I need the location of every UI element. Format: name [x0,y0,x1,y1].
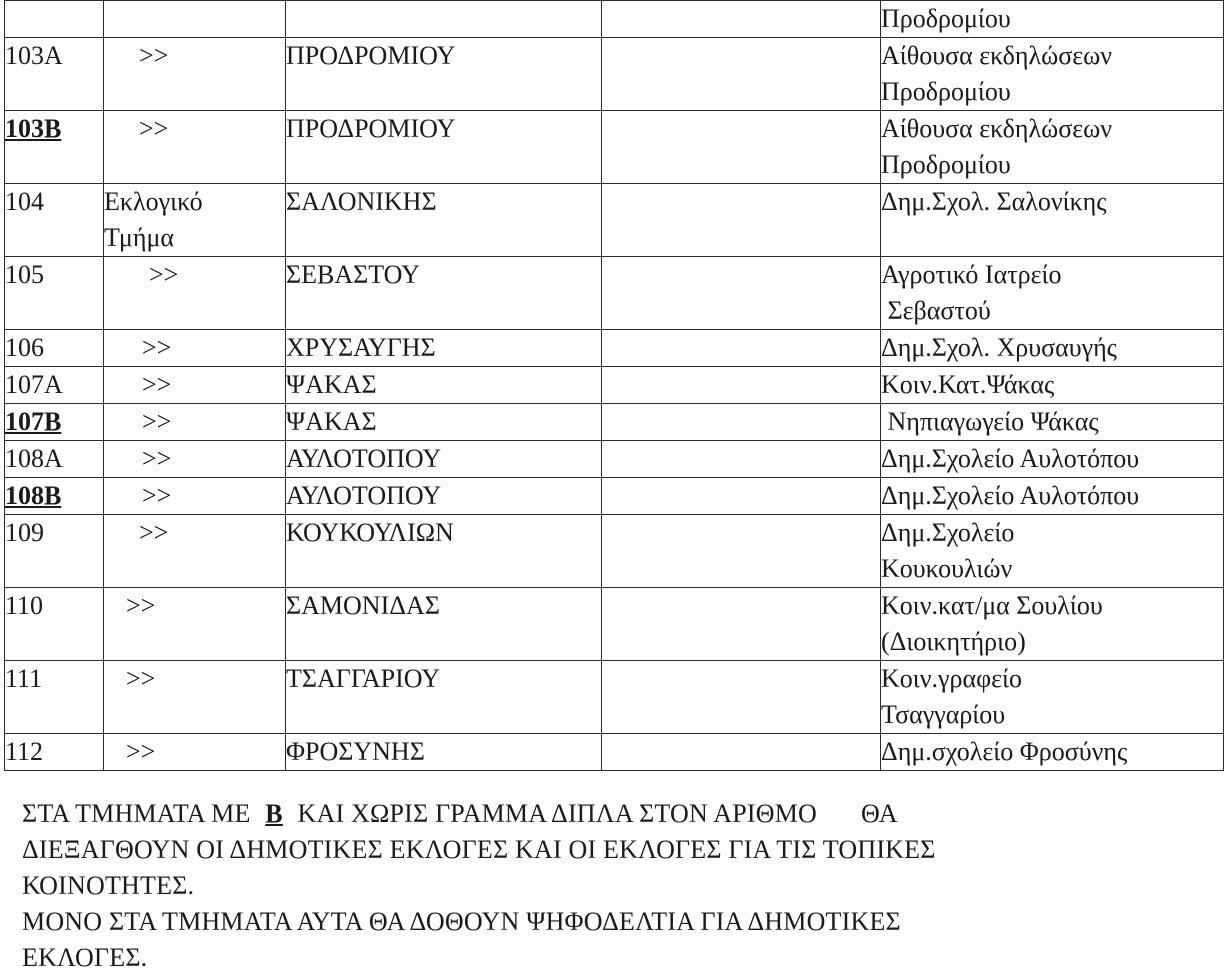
section-type: >> [142,370,172,399]
blank-cell [602,734,881,771]
blank-cell [602,38,881,111]
location-line: Αίθουσα εκδηλώσεων [881,41,1113,70]
section-type: >> [139,41,169,70]
section-number-cell [5,38,104,111]
location-line: (Διοικητήριο) [881,627,1026,656]
community-cell [286,1,602,38]
section-number-cell [5,367,104,404]
section-number: 111 [5,664,43,693]
location-cell [881,661,1224,734]
section-type-cell [104,478,286,515]
blank-cell [602,257,881,330]
community-cell [286,734,602,771]
community-cell [286,588,602,661]
section-number-cell [5,404,104,441]
table-body [5,1,1224,771]
table-row [5,330,1224,367]
section-number-cell [5,661,104,734]
table-row [5,588,1224,661]
location-line: Δημ.Σχολ. Χρυσαυγής [881,333,1117,362]
section-number-cell [5,478,104,515]
section-type: >> [142,444,172,473]
blank-cell [602,1,881,38]
section-number-cell [5,441,104,478]
section-number: 106 [5,333,44,362]
community-name: ΨΑΚΑΣ [286,370,377,399]
section-type: >> [139,518,169,547]
community-name: ΦΡΟΣΥΝΗΣ [286,737,425,766]
section-type-cell [104,661,286,734]
location-line: Προδρομίου [881,77,1011,106]
blank-cell [602,367,881,404]
location-line: Κοιν.Κατ.Ψάκας [881,370,1055,399]
note-line-1: ΣΤΑ ΤΜΗΜΑΤΑ ΜΕ Β ΚΑΙ ΧΩΡΙΣ ΓΡΑΜΜΑ ΔΙΠΛΑ ΣΤΟΝ ΑΡΙΘΜΟ ΘΑ [22,799,898,828]
note-line-2: ΔΙΕΞΑΓΘΟΥΝ ΟΙ ΔΗΜΟΤΙΚΕΣ ΕΚΛΟΓΕΣ ΚΑΙ ΟΙ ΕΚΛΟΓΕΣ ΓΙΑ ΤΙΣ ΤΟΠΙΚΕΣ [22,835,936,864]
community-cell [286,257,602,330]
section-type-cell [104,515,286,588]
location-cell [881,588,1224,661]
community-cell [286,367,602,404]
community-cell [286,111,602,184]
table-row [5,515,1224,588]
section-type: >> [142,333,172,362]
location-cell [881,441,1224,478]
section-type: >> [126,737,156,766]
location-line: Δημ.σχολείο Φροσύνης [881,737,1128,766]
section-number: 109 [5,518,44,547]
table-row [5,441,1224,478]
section-type-cell [104,588,286,661]
location-line: Αγροτικό Ιατρείο [881,260,1062,289]
community-name: ΚΟΥΚΟΥΛΙΩΝ [286,518,454,547]
table-row [5,38,1224,111]
community-name: ΠΡΟΔΡΟΜΙΟΥ [286,41,456,70]
community-cell [286,478,602,515]
location-line: Δημ.Σχολείο Αυλοτόπου [881,481,1140,510]
blank-cell [602,441,881,478]
section-number-cell [5,734,104,771]
location-line: Κοιν.γραφείο [881,664,1023,693]
section-type-cell [104,1,286,38]
section-type: Εκλογικό Τμήμα [104,187,203,252]
community-cell [286,441,602,478]
section-number-cell [5,184,104,257]
note-line-5: ΕΚΛΟΓΕΣ. [22,943,148,972]
section-number-cell [5,1,104,38]
location-line: Δημ.Σχολείο [881,518,1015,547]
blank-cell [602,515,881,588]
location-cell [881,734,1224,771]
location-line: Νηπιαγωγείο Ψάκας [881,407,1099,436]
note-line-3: ΚΟΙΝΟΤΗΤΕΣ. [22,871,195,900]
section-number: 105 [5,260,44,289]
community-name: ΤΣΑΓΓΑΡΙΟΥ [286,664,440,693]
table-row [5,184,1224,257]
section-type-cell [104,404,286,441]
section-number-cell [5,515,104,588]
section-type-cell [104,330,286,367]
location-line: Αίθουσα εκδηλώσεων [881,114,1113,143]
section-type: >> [126,664,156,693]
location-line: Κουκουλιών [881,554,1013,583]
community-name: ΨΑΚΑΣ [286,407,377,436]
section-number: 104 [5,187,44,216]
section-number: 108Β [5,481,62,510]
community-name: ΣΑΜΟΝΙΔΑΣ [286,591,440,620]
blank-cell [602,111,881,184]
community-name: ΑΥΛΟΤΟΠΟΥ [286,444,442,473]
section-type-cell [104,257,286,330]
section-type-cell [104,38,286,111]
location-cell [881,478,1224,515]
section-type-cell [104,734,286,771]
location-cell [881,330,1224,367]
location-cell [881,1,1224,38]
letter-b-emphasis: Β [265,799,283,828]
community-cell [286,330,602,367]
location-line: Δημ.Σχολείο Αυλοτόπου [881,444,1140,473]
blank-cell [602,661,881,734]
section-number-cell [5,330,104,367]
community-cell [286,404,602,441]
blank-cell [602,330,881,367]
community-cell [286,515,602,588]
location-line: Προδρομίου [881,150,1011,179]
location-cell [881,111,1224,184]
section-type: >> [149,260,179,289]
table-row [5,478,1224,515]
section-number-cell [5,111,104,184]
blank-cell [602,184,881,257]
community-cell [286,184,602,257]
section-type: >> [126,591,156,620]
table-row [5,367,1224,404]
section-number: 107Β [5,407,62,436]
location-line: Τσαγγαρίου [881,700,1006,729]
table-row [5,257,1224,330]
blank-cell [602,588,881,661]
community-name: ΧΡΥΣΑΥΓΗΣ [286,333,436,362]
notes-block [22,796,1212,976]
section-type: >> [142,481,172,510]
location-line: Προδρομίου [881,4,1011,33]
blank-cell [602,478,881,515]
location-cell [881,184,1224,257]
section-type-cell [104,367,286,404]
section-number-cell [5,257,104,330]
polling-stations-table [4,0,1224,771]
location-line: Δημ.Σχολ. Σαλονίκης [881,187,1107,216]
community-name: ΣΕΒΑΣΤΟΥ [286,260,420,289]
section-type-cell [104,111,286,184]
note-line-4: ΜΟΝΟ ΣΤΑ ΤΜΗΜΑΤΑ ΑΥΤΑ ΘΑ ΔΟΘΟΥΝ ΨΗΦΟΔΕΛΤΙΑ ΓΙΑ ΔΗΜΟΤΙΚΕΣ [22,907,901,936]
section-number: 110 [5,591,44,620]
table-row [5,404,1224,441]
section-type: >> [139,114,169,143]
community-cell [286,38,602,111]
location-cell [881,257,1224,330]
section-type-cell [104,441,286,478]
community-name: ΠΡΟΔΡΟΜΙΟΥ [286,114,456,143]
section-number: 103Β [5,114,62,143]
location-cell [881,404,1224,441]
community-name: ΣΑΛΟΝΙΚΗΣ [286,187,437,216]
section-number: 103Α [5,41,63,70]
section-number-cell [5,588,104,661]
community-cell [286,661,602,734]
section-number: 112 [5,737,44,766]
table-row [5,734,1224,771]
location-line: Κοιν.κατ/μα Σουλίου [881,591,1103,620]
table-row [5,661,1224,734]
section-type-cell [104,184,286,257]
location-cell [881,367,1224,404]
location-cell [881,515,1224,588]
table-row [5,111,1224,184]
section-number: 108Α [5,444,63,473]
blank-cell [602,404,881,441]
community-name: ΑΥΛΟΤΟΠΟΥ [286,481,442,510]
section-number: 107Α [5,370,63,399]
location-line: Σεβαστού [881,296,991,325]
location-cell [881,38,1224,111]
table-row [5,1,1224,38]
section-type: >> [142,407,172,436]
